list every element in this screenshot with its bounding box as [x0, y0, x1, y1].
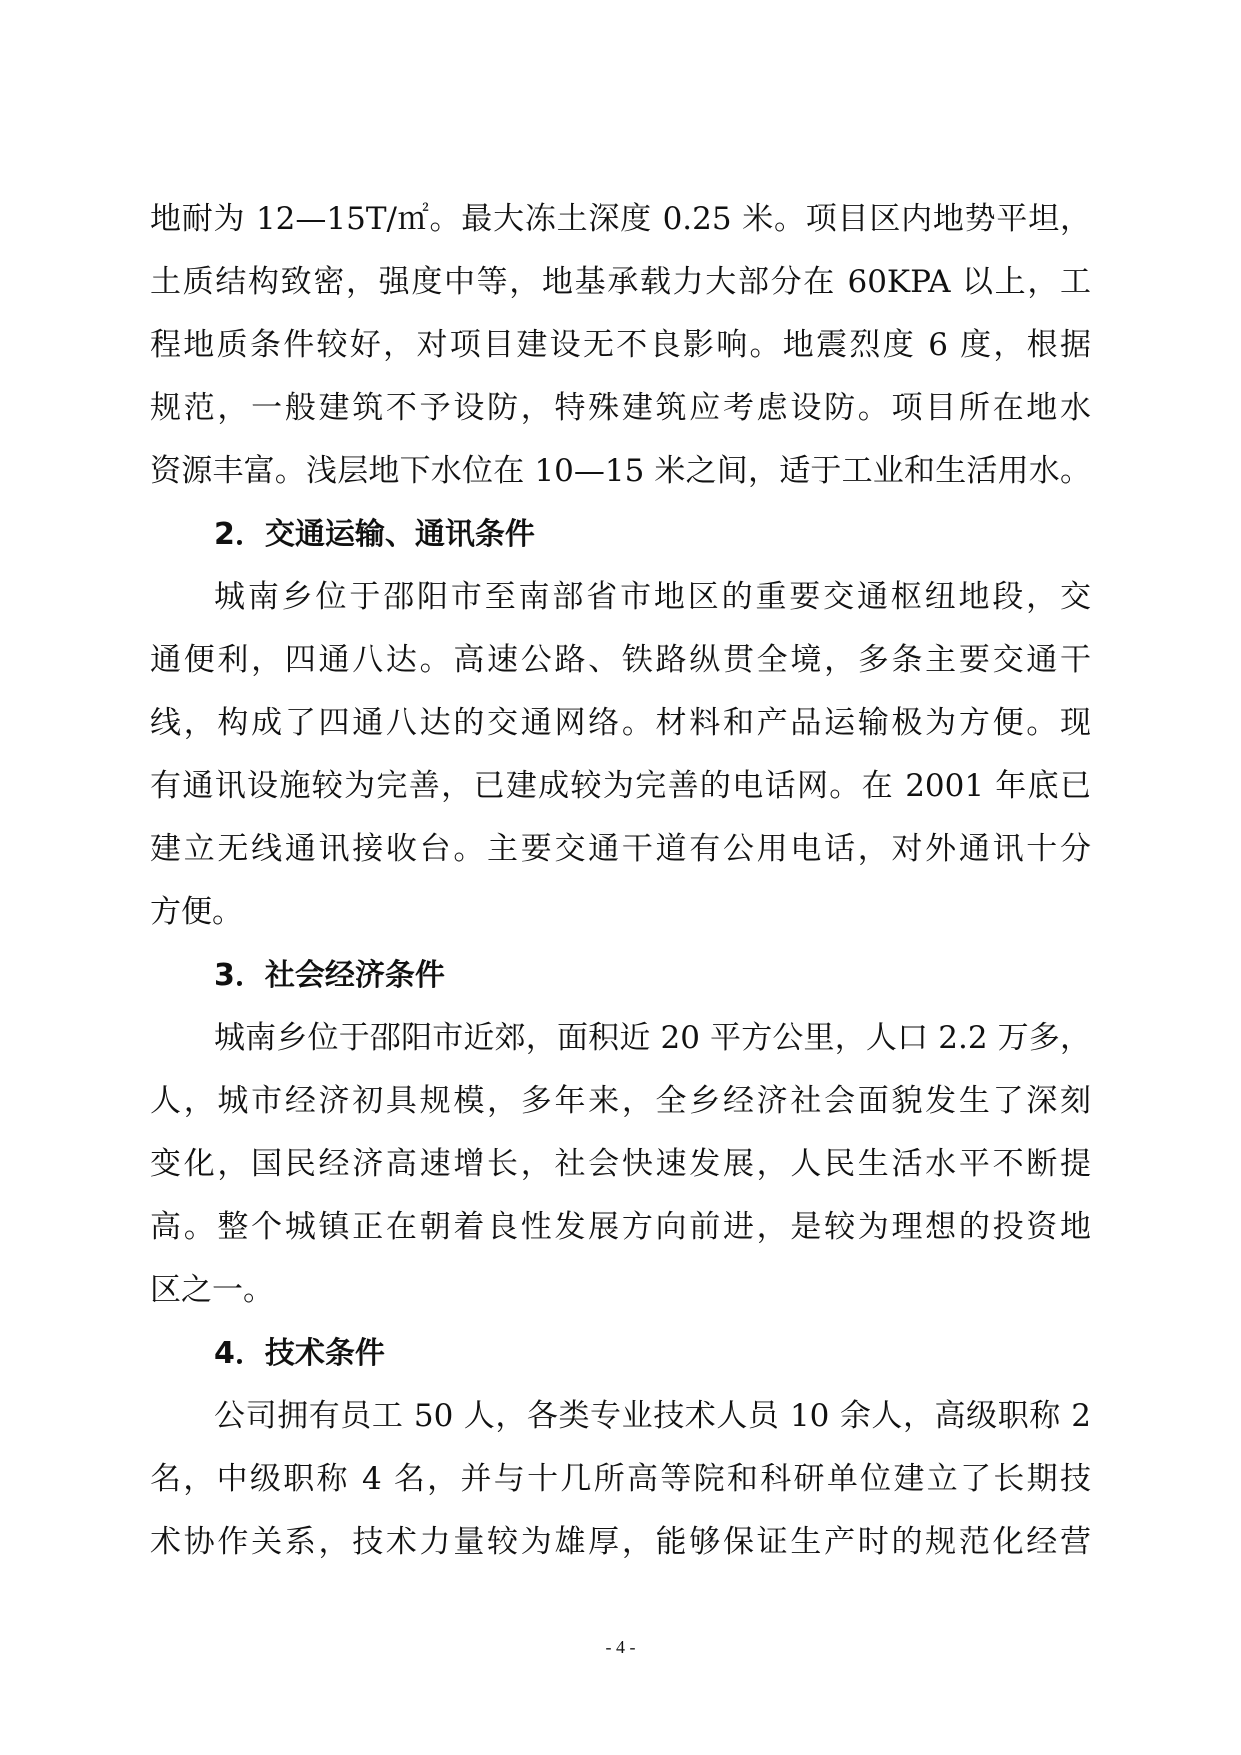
- text-line: 线，构成了四通八达的交通网络。材料和产品运输极为方便。现: [150, 705, 1091, 741]
- section-heading-economy: 3．社会经济条件: [214, 958, 445, 993]
- text-line: 资源丰富。浅层地下水位在 10—15 米之间，适于工业和生活用水。: [150, 453, 1091, 489]
- page-number: - 4 -: [605, 1637, 636, 1657]
- section-heading-transport: 2．交通运输、通讯条件: [214, 517, 535, 552]
- text-line: 名，中级职称 4 名，并与十几所高等院和科研单位建立了长期技: [150, 1461, 1091, 1497]
- paragraph-first-line: 城南乡位于邵阳市近郊，面积近 20 平方公里，人口 2.2 万多，: [214, 1020, 1091, 1056]
- document-body: [150, 188, 1091, 1574]
- text-line: 有通讯设施较为完善，已建成较为完善的电话网。在 2001 年底已: [150, 768, 1091, 804]
- text-line: 变化，国民经济高速增长，社会快速发展，人民生活水平不断提: [150, 1146, 1091, 1182]
- paragraph-first-line: 城南乡位于邵阳市至南部省市地区的重要交通枢纽地段，交: [214, 579, 1091, 615]
- paragraph-first-line: 公司拥有员工 50 人，各类专业技术人员 10 余人，高级职称 2: [214, 1398, 1091, 1434]
- section-heading-technology: 4．技术条件: [214, 1336, 385, 1371]
- text-line: 高。整个城镇正在朝着良性发展方向前进，是较为理想的投资地: [150, 1209, 1091, 1245]
- text-line: 通便利，四通八达。高速公路、铁路纵贯全境，多条主要交通干: [150, 642, 1091, 678]
- text-line: 土质结构致密，强度中等，地基承载力大部分在 60KPA 以上，工: [150, 264, 1091, 300]
- text-line: 术协作关系，技术力量较为雄厚，能够保证生产时的规范化经营: [150, 1524, 1091, 1560]
- text-line: 程地质条件较好，对项目建设无不良影响。地震烈度 6 度，根据: [150, 327, 1091, 363]
- paragraph-last-line: 区之一。: [150, 1272, 274, 1308]
- paragraph-last-line: 方便。: [150, 894, 243, 930]
- text-line: 规范，一般建筑不予设防，特殊建筑应考虑设防。项目所在地水: [150, 390, 1091, 426]
- text-line: 地耐为 12—15T/㎡。最大冻土深度 0.25 米。项目区内地势平坦，: [150, 201, 1091, 237]
- text-line: 建立无线通讯接收台。主要交通干道有公用电话，对外通讯十分: [150, 831, 1091, 867]
- text-line: 人，城市经济初具规模，多年来，全乡经济社会面貌发生了深刻: [150, 1083, 1091, 1119]
